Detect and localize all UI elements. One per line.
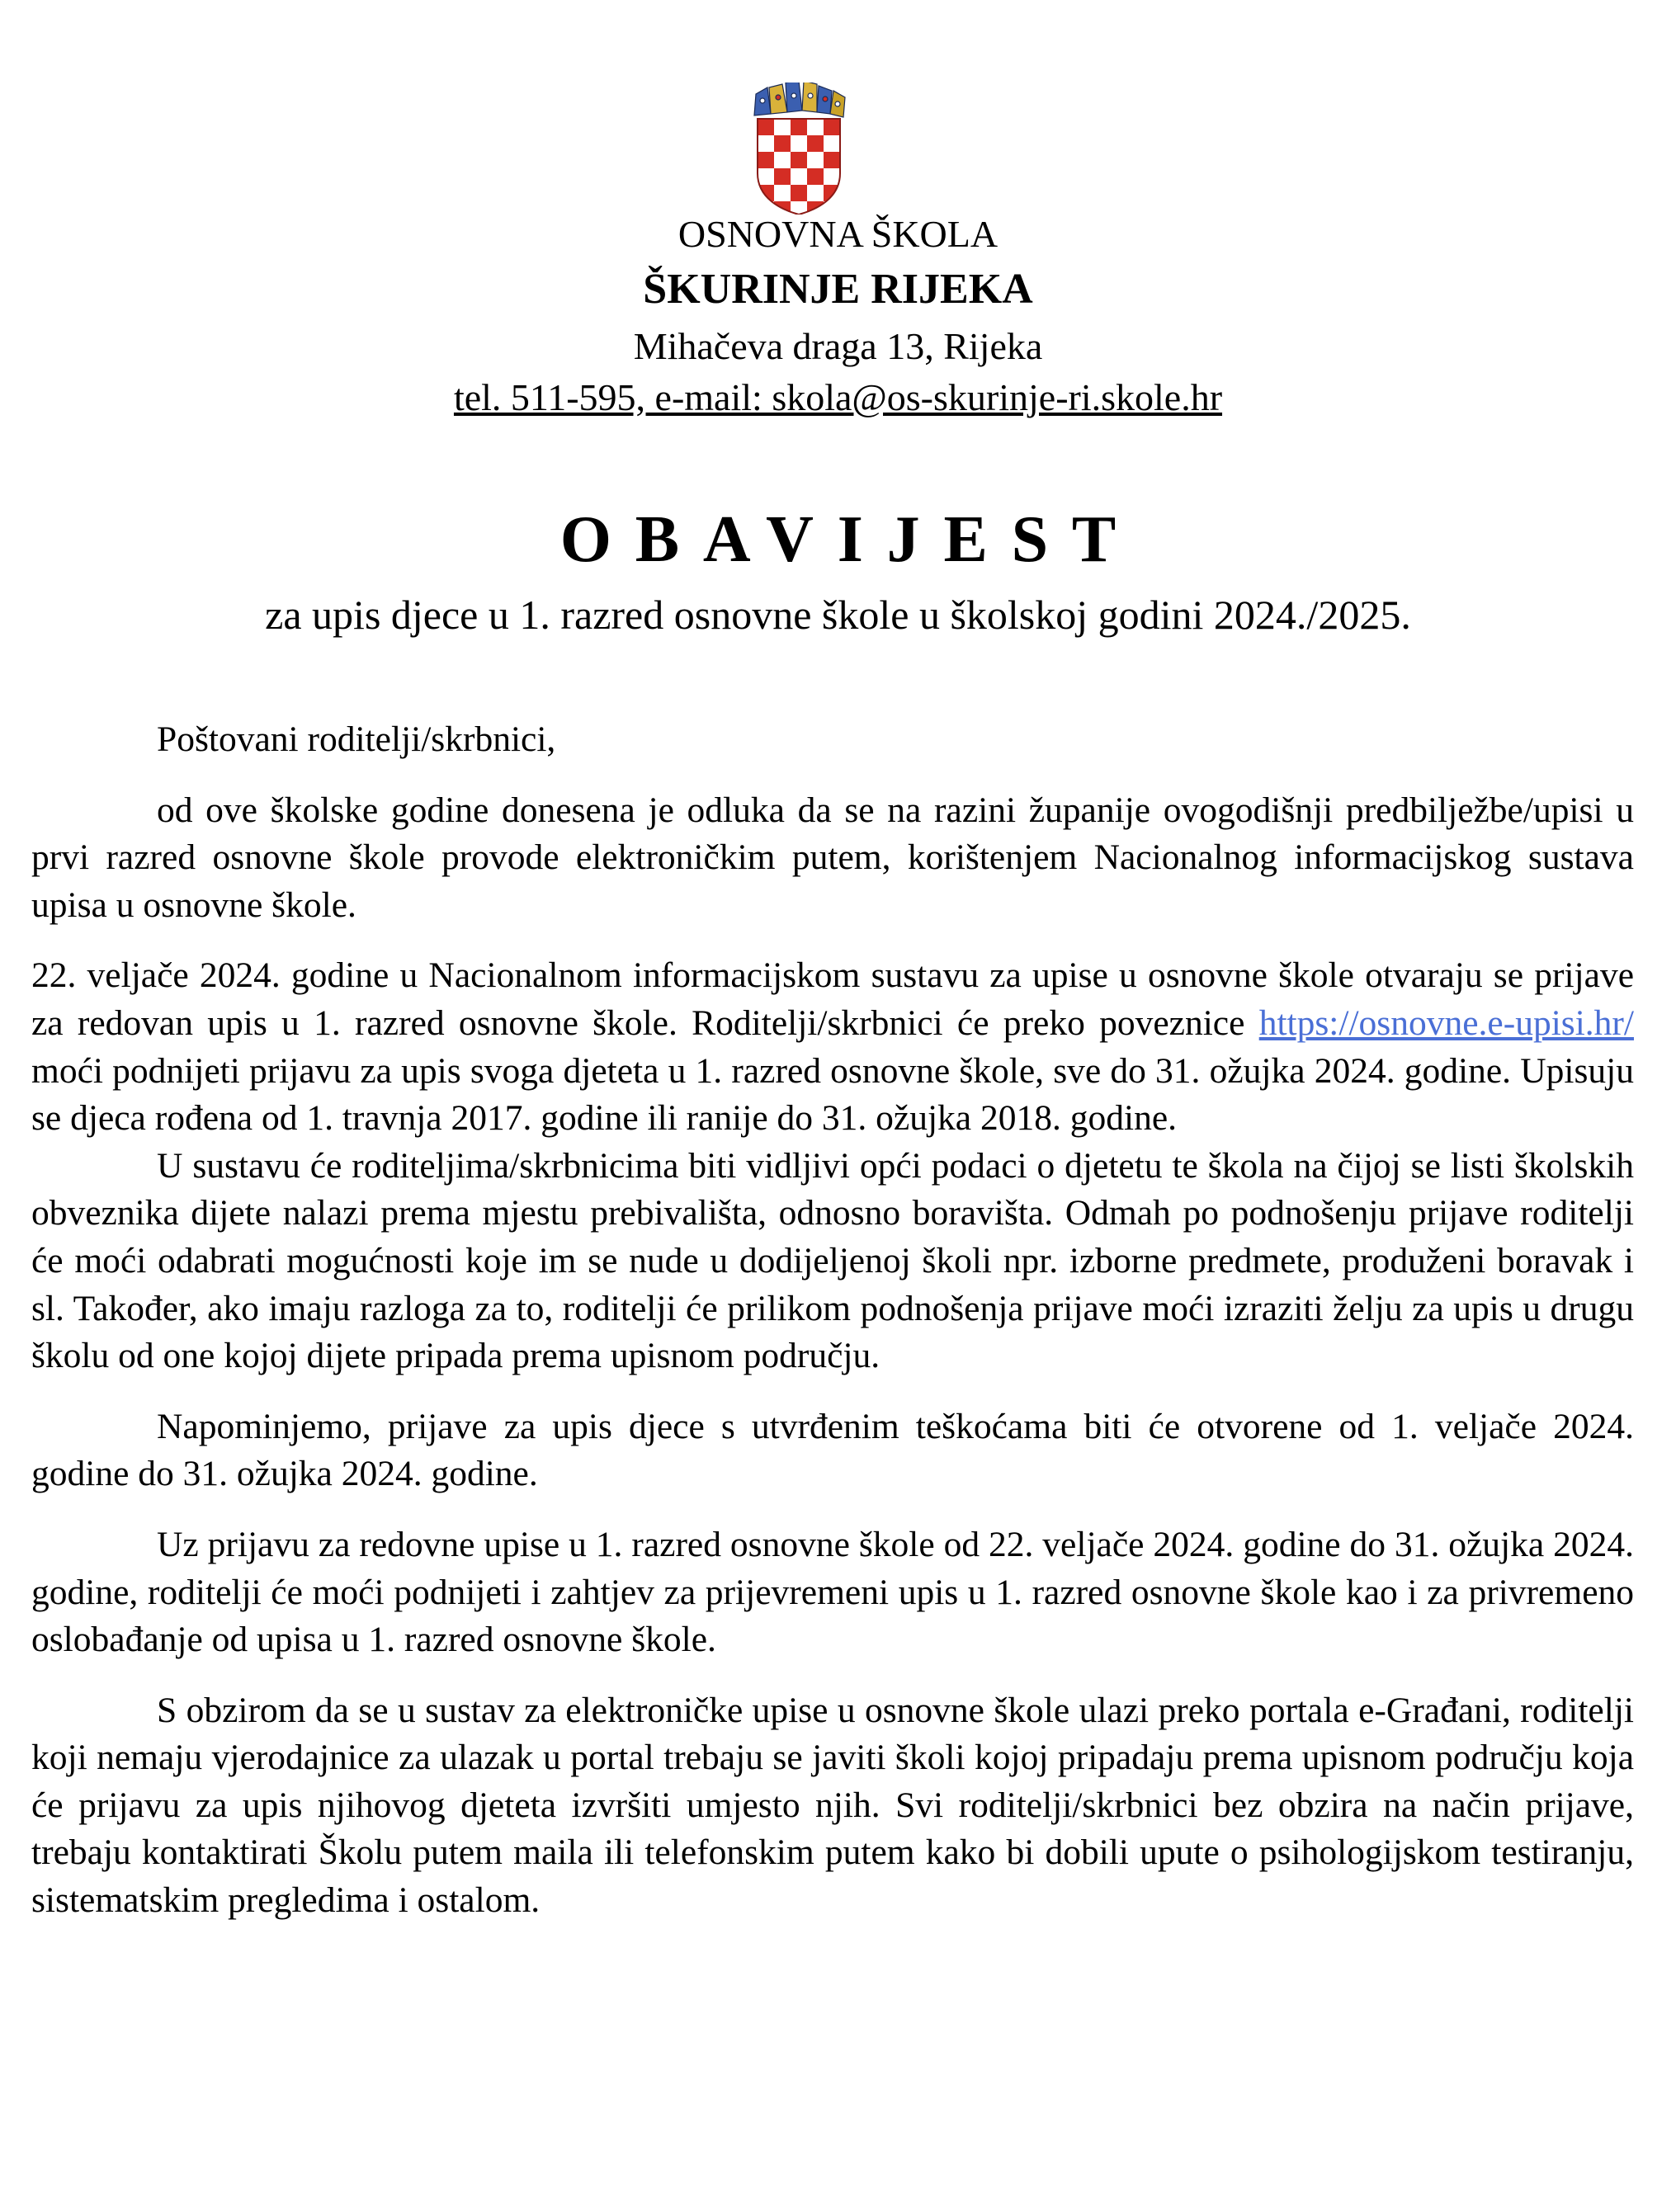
school-type: OSNOVNA ŠKOLA <box>677 213 999 255</box>
croatian-coat-of-arms-icon <box>749 83 848 215</box>
document-title: OBAVIJEST <box>559 503 1140 576</box>
school-name: ŠKURINJE RIJEKA <box>643 266 1033 313</box>
paragraph-5: Uz prijavu za redovne upise u 1. razred osnovne škole od 22. veljače 2024. godine do 31. ožujka 2024. godine, roditelji će moći podnijeti i zahtjev za prijevremeni upis u 1. razred osnovne škole kao i za privremeno oslobađanje od upisa u 1. razred osnovne škole. <box>31 1524 1634 1660</box>
paragraph-2-text: 22. veljače 2024. godine u Nacionalnom informacijskom sustavu za upise u osnovne škole otvaraju se prijave za redovan upis u 1. razred osnovne škole. Roditelji/skrbnici će preko poveznice <box>31 955 1634 1043</box>
paragraph-3: U sustavu će roditeljima/skrbnicima biti vidljivi opći podaci o djetetu te škola na čijoj se listi školskih obveznika dijete nalazi prema mjestu prebivališta, odnosno boravišta. Odmah po podnošenju prijave roditelji će moći odabrati mogućnosti koje im se nude u dodijeljenoj školi npr. izborne predmete, produženi boravak i sl. Također, ako imaju razloga za to, roditelji će prilikom podnošenja prijave moći izraziti želju za upis u drugu školu od one kojoj dijete pripada prema upisnom području. <box>31 1145 1634 1376</box>
school-contact: tel. 511-595, e-mail: skola@os-skurinje-ri.skole.hr <box>453 376 1223 418</box>
e-upisi-link[interactable]: https://osnovne.e-upisi.hr/ <box>1258 1002 1634 1043</box>
school-address: Mihačeva draga 13, Rijeka <box>633 325 1043 367</box>
document-subtitle: za upis djece u 1. razred osnovne škole u školskoj godini 2024./2025. <box>265 592 1411 638</box>
paragraph-6: S obzirom da se u sustav za elektroničke upise u osnovne škole ulazi preko portala e-Građani, roditelji koji nemaju vjerodajnice za ulazak u portal trebaju se javiti školi kojoj pripadaju prema upisnom području koja će prijavu za upis njihovog djeteta izvršiti umjesto njih. Svi roditelji/skrbnici bez obzira na način prijave, trebaju kontaktirati Školu putem maila ili telefonskim putem kako bi dobili upute o psihologijskom testiranju, sistematskim pregledima i ostalom. <box>31 1690 1634 1921</box>
crown <box>754 83 845 117</box>
paragraph-4: Napominjemo, prijave za upis djece s utvrđenim teškoćama biti će otvorene od 1. veljače 2024. godine do 31. ožujka 2024. godine. <box>31 1406 1634 1494</box>
document-body <box>31 716 1634 1925</box>
paragraph-2 <box>31 952 1634 1142</box>
paragraph-2-text-continued: moći podnijeti prijavu za upis svoga djeteta u 1. razred osnovne škole, sve do 31. ožujka 2024. godine. Upisuju se djeca rođena od 1. travnja 2017. godine ili ranije do 31. ožujka 2018. godine. <box>31 1050 1634 1139</box>
salutation: Poštovani roditelji/skrbnici, <box>157 719 556 759</box>
paragraph-1: od ove školske godine donesena je odluka da se na razini županije ovogodišnji predbilježbe/upisi u prvi razred osnovne škole provode elektroničkim putem, korištenjem Nacionalnog informacijskog sustava upisa u osnovne škole. <box>31 790 1634 925</box>
